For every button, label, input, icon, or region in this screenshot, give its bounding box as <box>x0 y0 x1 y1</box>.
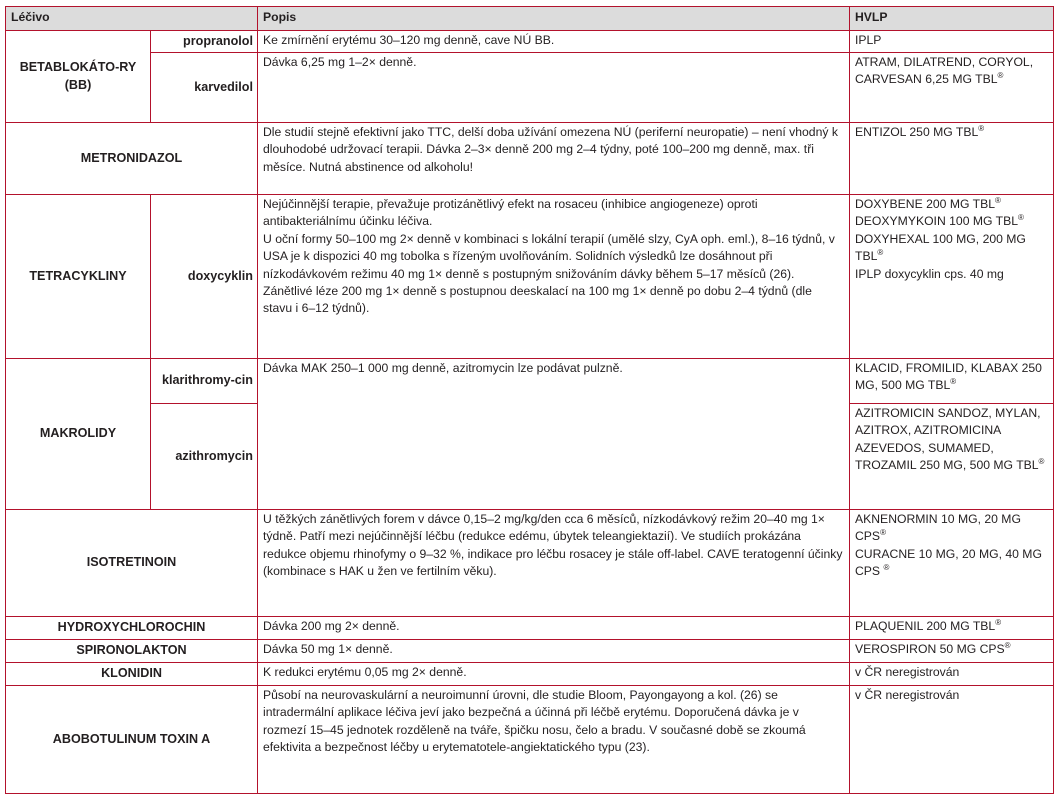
header-drug: Léčivo <box>6 7 258 31</box>
hvlp-abobotulinum: v ČR neregistrován <box>850 686 1054 794</box>
description-karvedilol: Dávka 6,25 mg 1–2× denně. <box>258 53 850 123</box>
hvlp-spironolakton: VEROSPIRON 50 MG CPS® <box>850 640 1054 663</box>
drug-group-metronidazol: METRONIDAZOL <box>6 123 258 195</box>
drug-doxycyklin: doxycyklin <box>151 195 258 359</box>
drug-group-abobotulinum: ABOBOTULINUM TOXIN A <box>6 686 258 794</box>
drug-karvedilol: karvedilol <box>151 53 258 123</box>
hvlp-klarithromycin: KLACID, FROMILID, KLABAX 250 MG, 500 MG TBL® <box>850 359 1054 404</box>
hvlp-metronidazol <box>850 123 1054 195</box>
description-isotretinoin: U těžkých zánětlivých forem v dávce 0,15–2 mg/kg/den cca 6 měsíců, nízkodávkový režim 20–40 mg 1× týdně. Patří mezi nejúčinnější léčbu (redukce edému, úbytek teleangiektazií). Ve studiích prokázána redukce objemu rhinofymy o 9–32 %, indikace pro léčbu rosacey je stále off-label. CAVE teratogenní účinky (kombinace s HAK u žen ve fertilním věku). <box>258 510 850 617</box>
hvlp-karvedilol <box>850 53 1054 123</box>
registered-mark: ® <box>995 617 1002 627</box>
hvlp-klonidin: v ČR neregistrován <box>850 663 1054 686</box>
table-row <box>6 53 1054 123</box>
table-row <box>6 359 1054 404</box>
registered-mark: ® <box>883 563 890 573</box>
description-paragraph: Zánětlivé léze 200 mg 1× denně s postupnou deeskalací na 100 mg 1× denně po dobu 2–4 týdnů (dle stavu i 6–12 týdnů). <box>263 284 812 316</box>
registered-mark: ® <box>880 528 886 538</box>
registered-mark: ® <box>950 377 957 387</box>
hvlp-item: DOXYHEXAL 100 MG, 200 MG TBL® <box>855 231 1026 264</box>
registered-mark: ® <box>1038 457 1045 467</box>
table-row <box>6 686 1054 794</box>
hvlp-item: DEOXYMYKOIN 100 MG TBL® <box>855 213 1024 229</box>
description-metronidazol: Dle studií stejně efektivní jako TTC, delší doba užívání omezena NÚ (periferní neuropatie) – není vhodný k dlouhodobé udržovací terapii. Dávka 2–3× denně 200 mg 2–4 týdny, poté 100–200 mg denně, max. tři měsíce. Nutná abstinence od alkoholu! <box>258 123 850 195</box>
drug-klarithromycin: klarithromy-cin <box>151 359 258 404</box>
hvlp-propranolol: IPLP <box>850 31 1054 53</box>
registered-mark: ® <box>978 123 985 133</box>
drug-table <box>5 6 1054 794</box>
description-paragraph: Nejúčinnější terapie, převažuje protizánětlivý efekt na rosaceu (inhibice angiogeneze) oproti antibakteriálnímu účinku léčiva. <box>263 197 758 229</box>
description-abobotulinum: Působí na neurovaskulární a neuroimunní úrovni, dle studie Bloom, Payongayong a kol. (26) se intradermální aplikace léčiva jeví jako bezpečná a účinná při léčbě erytému. Doporučená dávka je v rozmezí 15–45 jednotek rozděleně na tváře, špičku nosu, čelo a bradu. V současné době se zkoumá efektivita a bezpečnost léčby u erytematotele-angiektatického typu (23). <box>258 686 850 794</box>
drug-propranolol: propranolol <box>151 31 258 53</box>
drug-azithromycin: azithromycin <box>151 404 258 510</box>
drug-group-isotretinoin: ISOTRETINOIN <box>6 510 258 617</box>
registered-mark: ® <box>877 248 884 258</box>
registered-mark: ® <box>1018 213 1024 223</box>
hvlp-item: IPLP doxycyklin cps. 40 mg <box>855 266 1004 281</box>
hvlp-karvedilol-text: ATRAM, DILATREND, CORYOL, CARVESAN 6,25 MG TBL <box>855 55 1034 87</box>
hvlp-item: DOXYBENE 200 MG TBL® <box>855 195 1001 211</box>
registered-mark: ® <box>1004 640 1011 650</box>
hvlp-item: AKNENORMIN 10 MG, 20 MG CPS® <box>855 512 1021 544</box>
table-row <box>6 31 1054 53</box>
table-row <box>6 195 1054 359</box>
hvlp-hydroxychlorochin: PLAQUENIL 200 MG TBL® <box>850 617 1054 640</box>
hvlp-item: CURACNE 10 MG, 20 MG, 40 MG CPS ® <box>855 546 1042 579</box>
drug-group-hydroxychlorochin: HYDROXYCHLOROCHIN <box>6 617 258 640</box>
hvlp-azithromycin: AZITROMICIN SANDOZ, MYLAN, AZITROX, AZITROMICINA AZEVEDOS, SUMAMED, TROZAMIL 250 MG, 500 MG TBL® <box>850 404 1054 510</box>
drug-group-klonidin: KLONIDIN <box>6 663 258 686</box>
drug-group-spironolakton: SPIRONOLAKTON <box>6 640 258 663</box>
table-header-row <box>6 7 1054 31</box>
description-makrolidy: Dávka MAK 250–1 000 mg denně, azitromycin lze podávat pulzně. <box>258 359 850 510</box>
description-paragraph: U oční formy 50–100 mg 2× denně v kombinaci s lokální terapií (umělé slzy, CyA oph. eml.), 8–16 týdnů, v USA je k dispozici 40 mg tobolka s řízeným uvolňováním. Solidních výsledků lze dosáhnout při nízkodávkovém režimu 40 mg 1× denně s postupným snižováním dávky během 5–17 měsíců (26). <box>263 231 835 281</box>
hvlp-isotretinoin <box>850 510 1054 617</box>
hvlp-tetracykliny <box>850 195 1054 359</box>
description-tetracykliny <box>258 195 850 359</box>
description-hydroxychlorochin: Dávka 200 mg 2× denně. <box>258 617 850 640</box>
drug-group-betablokatory: BETABLOKÁTO-RY (BB) <box>6 31 151 123</box>
header-description: Popis <box>258 7 850 31</box>
table-row <box>6 663 1054 686</box>
registered-mark: ® <box>994 195 1001 205</box>
registered-mark: ® <box>997 71 1004 81</box>
drug-group-makrolidy: MAKROLIDY <box>6 359 151 510</box>
drug-group-tetracykliny: TETRACYKLINY <box>6 195 151 359</box>
header-hvlp: HVLP <box>850 7 1054 31</box>
description-propranolol: Ke zmírnění erytému 30–120 mg denně, cave NÚ BB. <box>258 31 850 53</box>
hvlp-metronidazol-text: ENTIZOL 250 MG TBL <box>855 125 979 139</box>
table-row <box>6 510 1054 617</box>
description-klonidin: K redukci erytému 0,05 mg 2× denně. <box>258 663 850 686</box>
table-row <box>6 123 1054 195</box>
table-row <box>6 640 1054 663</box>
table-row <box>6 617 1054 640</box>
description-spironolakton: Dávka 50 mg 1× denně. <box>258 640 850 663</box>
